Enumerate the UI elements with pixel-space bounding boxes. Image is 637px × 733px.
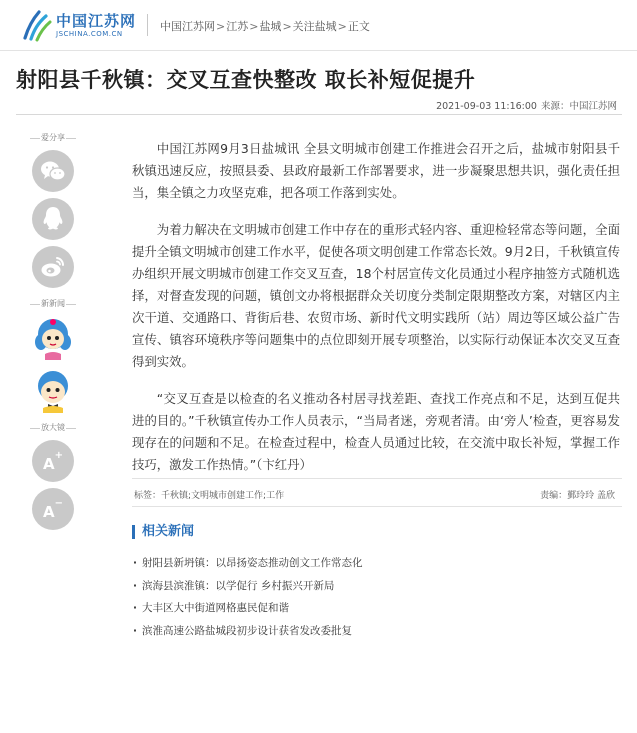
breadcrumb-focus-yancheng[interactable]: 关注盐城 <box>292 20 337 33</box>
share-sidebar <box>28 132 78 530</box>
wechat-icon <box>32 150 74 192</box>
article-body <box>132 138 620 491</box>
related-news-link[interactable]: 滨海县滨淮镇：以学促行 乡村振兴开新局 <box>142 579 335 592</box>
weibo-icon <box>32 246 74 288</box>
new-news-heading: 新新闻 <box>28 298 78 310</box>
related-news-heading: 相关新闻 <box>132 522 622 542</box>
mascot-boy-icon[interactable] <box>31 366 75 414</box>
share-qq-button[interactable] <box>32 198 74 240</box>
font-increase-sign: + <box>54 450 63 461</box>
logo-divider <box>147 14 148 36</box>
qq-icon <box>32 198 74 240</box>
site-domain: JSCHINA.COM.CN <box>56 30 123 38</box>
breadcrumb-current: 正文 <box>347 20 370 33</box>
list-item <box>132 620 622 643</box>
breadcrumb-sep: > <box>249 20 259 33</box>
related-news-link[interactable]: 滨淮高速公路盐城段初步设计获省发改委批复 <box>142 624 352 637</box>
breadcrumb-sep: > <box>216 20 226 33</box>
article-title: 射阳县千秋镇：交叉互查快整改 取长补短促提升 <box>16 68 476 92</box>
related-news-link[interactable]: 大丰区大中街道网格惠民促和谐 <box>142 602 289 614</box>
share-wechat-button[interactable] <box>32 150 74 192</box>
share-heading: 爱分享 <box>28 132 78 144</box>
breadcrumb-sep: > <box>282 20 292 33</box>
font-decrease-letter: A <box>43 503 55 521</box>
breadcrumb-home[interactable]: 中国江苏网 <box>160 20 215 33</box>
breadcrumb-sep: > <box>337 20 347 33</box>
site-header <box>0 0 637 50</box>
site-name: 中国江苏网 <box>56 12 137 30</box>
article-source: 来源：中国江苏网 <box>540 101 617 112</box>
mascot-girl-icon[interactable] <box>31 314 75 362</box>
article-datetime: 2021-09-03 11:16:00 <box>436 101 537 112</box>
article-paragraph: “交叉互查是以检查的名义推动各村居寻找差距、查找工作亮点和不足，达到互促共进的目的。”千秋镇宣传办工作人员表示，“当局者迷，旁观者清。由‘旁人’检查，更容易发现存在的问题和不足。在检查过程中，检查人员通过比较，在交流中取长补短，掌握工作技巧，激发工作热情。”（卞红丹） <box>132 391 620 472</box>
related-news <box>132 522 622 642</box>
font-increase-letter: A <box>43 455 55 473</box>
article-paragraph: 中国江苏网9月3日盐城讯 全县文明城市创建工作推进会召开之后，盐城市射阳县千秋镇迅速反应，按照县委、县政府最新工作部署要求，进一步凝聚思想共识，强化责任担当，集全镇之力攻坚克难，把各项工作落到实处。 <box>132 141 620 200</box>
logo-mark-icon <box>22 8 52 42</box>
article-tags[interactable]: 标签：千秋镇;文明城市创建工作;工作 <box>134 491 285 501</box>
site-logo[interactable] <box>22 8 137 42</box>
article-editor: 责编：鄞玲玲 盖欣 <box>540 491 615 501</box>
header-divider <box>0 50 637 51</box>
share-weibo-button[interactable] <box>32 246 74 288</box>
article-divider <box>132 478 622 479</box>
breadcrumb-jiangsu[interactable]: 江苏 <box>226 20 249 33</box>
font-increase-button[interactable] <box>32 440 74 482</box>
article-paragraph: 为着力解决在文明城市创建工作中存在的重形式轻内容、重迎检轻常态等问题，全面提升全镇文明城市创建工作水平，促使各项文明创建工作常态长效。9月2日，千秋镇宣传办组织开展文明城市创建工作交叉互查，18个村居宣传文化员通过小程序抽签方式随机选择，对督查发现的问题，镇创文办将根据群众关切度分类制定限期整改方案，对辖区内主次干道、交通路口、背街后巷、农贸市场、新时代文明实践所（站）周边等区域公益广告宣传、镇容环境秩序等问题集中的点位即刻开展专项整治，以实际行动保证本次交叉互查得到实效。 <box>132 222 620 369</box>
zoom-heading: 放大镜 <box>28 422 78 434</box>
article-meta <box>432 98 617 112</box>
font-decrease-button[interactable] <box>32 488 74 530</box>
tags-divider <box>132 506 622 507</box>
font-decrease-sign: − <box>54 498 63 509</box>
list-item <box>132 597 622 620</box>
breadcrumb-yancheng[interactable]: 盐城 <box>259 20 282 33</box>
breadcrumb <box>160 18 370 34</box>
list-item <box>132 552 622 575</box>
title-divider <box>16 114 622 115</box>
list-item <box>132 575 622 598</box>
related-news-link[interactable]: 射阳县新坍镇：以昂扬姿态推动创文工作常态化 <box>142 557 363 569</box>
related-news-list <box>132 552 622 642</box>
